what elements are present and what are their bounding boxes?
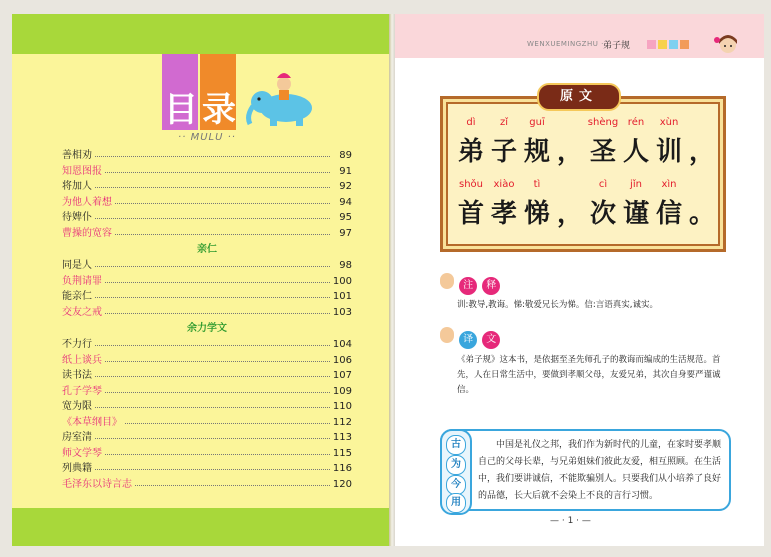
- toc-entry-title: 毛泽东以诗言志: [62, 477, 134, 493]
- toc-entry[interactable]: [62, 368, 352, 384]
- notes-badge-char-2: 释: [482, 277, 500, 295]
- toc-list: [62, 148, 352, 492]
- header-square-4: [680, 40, 689, 49]
- original-text-label: 原文: [537, 83, 621, 111]
- pinyin-syllable: shǒu: [458, 179, 483, 190]
- verse-character: 悌: [523, 199, 550, 229]
- verse-character: ，: [688, 137, 715, 167]
- toc-leader-dots: [62, 218, 330, 219]
- toc-entry-page: 89: [339, 150, 352, 161]
- pinyin-syllable: cì: [598, 179, 608, 190]
- pinyin-syllable: jǐn: [630, 179, 642, 190]
- verse-character: 谨: [622, 199, 649, 229]
- pinyin-syllable: xìn: [661, 179, 677, 190]
- top-green-band: [12, 14, 389, 54]
- toc-entry[interactable]: [62, 195, 352, 211]
- page-header: [395, 14, 764, 58]
- toc-entry-title: 将加人: [62, 179, 94, 195]
- toc-entry[interactable]: [62, 289, 352, 305]
- toc-entry-title: 负荆请罪: [62, 274, 104, 290]
- pinyin-syllable: rén: [627, 117, 645, 128]
- verse-character: 子: [490, 137, 517, 167]
- toc-entry[interactable]: [62, 399, 352, 415]
- boy-icon: [440, 327, 454, 343]
- toc-entry-page: 100: [332, 275, 352, 287]
- toc-entry-title: 知恩图报: [62, 164, 104, 180]
- toc-entry-page: 120: [332, 478, 352, 490]
- toc-entry-page: 103: [332, 306, 352, 318]
- header-pinyin: WENXUEMINGZHU ···: [527, 40, 610, 48]
- verse-character: ，: [556, 199, 583, 229]
- gujin-char-3: 今: [446, 475, 466, 495]
- toc-entry-title: 能亲仁: [62, 289, 94, 305]
- toc-entry-title: 不力行: [62, 337, 94, 353]
- header-square-2: [658, 40, 667, 49]
- notes-text: 训:教导,教诲。悌:敬爱兄长为悌。信:言语真实,诚实。: [457, 300, 658, 310]
- open-book: [12, 0, 764, 557]
- notes-badge: [440, 273, 500, 293]
- toc-heading: [162, 54, 242, 130]
- toc-entry-title: 为他人着想: [62, 195, 114, 211]
- verse-character: 。: [688, 199, 715, 229]
- toc-entry-page: 92: [339, 181, 352, 192]
- toc-entry[interactable]: [62, 148, 352, 164]
- modern-application-box: [440, 429, 731, 511]
- toc-entry[interactable]: [62, 461, 352, 477]
- verse-character: ，: [556, 137, 583, 167]
- toc-entry[interactable]: [62, 164, 352, 180]
- toc-entry-page: 98: [339, 260, 352, 271]
- toc-entry-title: 曹操的宽容: [62, 226, 114, 242]
- translation-badge: [440, 327, 500, 347]
- toc-entry[interactable]: [62, 179, 352, 195]
- toc-entry[interactable]: [62, 258, 352, 274]
- toc-entry[interactable]: [62, 337, 352, 353]
- pinyin-syllable: shèng: [587, 117, 619, 128]
- toc-entry[interactable]: [62, 477, 352, 493]
- modern-application-label-column: [440, 429, 472, 515]
- toc-entry-title: 宽为限: [62, 399, 94, 415]
- pinyin-syllable: dì: [466, 117, 476, 128]
- verse-character: 人: [622, 137, 649, 167]
- toc-entry-title: 《本草纲目》: [62, 415, 124, 431]
- toc-entry-page: 107: [332, 370, 352, 381]
- toc-leader-dots: [62, 297, 330, 298]
- pinyin-syllable: xùn: [659, 117, 679, 128]
- toc-leader-dots: [62, 376, 330, 377]
- toc-entry-title: 交友之戒: [62, 305, 104, 321]
- toc-entry-title: 读书法: [62, 368, 94, 384]
- toc-entry[interactable]: [62, 226, 352, 242]
- toc-leader-dots: [62, 407, 330, 408]
- translation-badge-char-1: 译: [459, 331, 477, 349]
- toc-entry-title: 待婢仆: [62, 210, 94, 226]
- toc-entry-page: 113: [332, 432, 352, 443]
- toc-entry-title: 列典籍: [62, 461, 94, 477]
- translation-badge-char-2: 文: [482, 331, 500, 349]
- toc-entry-page: 106: [332, 354, 352, 366]
- toc-entry[interactable]: [62, 353, 352, 369]
- toc-entry[interactable]: [62, 384, 352, 400]
- pinyin-syllable: xiào: [493, 179, 515, 190]
- elephant-illustration-icon: [244, 66, 324, 128]
- toc-leader-dots: [62, 156, 330, 157]
- toc-entry-page: 95: [339, 212, 352, 223]
- toc-entry-title: 善相劝: [62, 148, 94, 164]
- gujin-char-1: 古: [446, 435, 466, 455]
- toc-entry-page: 91: [339, 165, 352, 177]
- toc-entry[interactable]: [62, 430, 352, 446]
- toc-entry-page: 116: [332, 463, 352, 474]
- toc-entry[interactable]: [62, 274, 352, 290]
- title-char-1: 目: [164, 90, 198, 130]
- toc-entry[interactable]: [62, 210, 352, 226]
- bottom-green-band: [12, 508, 389, 546]
- boy-icon: [440, 273, 454, 289]
- header-square-1: [647, 40, 656, 49]
- toc-entry-page: 104: [332, 339, 352, 350]
- toc-entry-page: 109: [332, 385, 352, 397]
- verse-character: 训: [655, 137, 682, 167]
- toc-entry-title: 孔子学琴: [62, 384, 104, 400]
- toc-leader-dots: [62, 438, 330, 439]
- page-number: — · 1 · —: [550, 516, 591, 526]
- toc-leader-dots: [62, 187, 330, 188]
- toc-entry-page: 115: [332, 447, 352, 459]
- toc-leader-dots: [62, 266, 330, 267]
- verse-character: 次: [589, 199, 616, 229]
- toc-entry-title: 师文学琴: [62, 446, 104, 462]
- modern-application-text: 中国是礼仪之邦，我们作为新时代的儿童，在家时要孝顺自己的父母长辈，与兄弟姐妹们彼此友爱，相互照顾。在生活中，我们要讲诚信，不能欺骗别人。只要我们从小培养了良好的品德，长大后就不会染上不良的言行习惯。: [478, 440, 722, 501]
- toc-entry-page: 101: [332, 291, 352, 302]
- verse-character: 首: [457, 199, 484, 229]
- verse-character: 孝: [490, 199, 517, 229]
- toc-section-heading: 亲仁: [197, 244, 217, 255]
- verse-character: 弟: [457, 137, 484, 167]
- notes-badge-char-1: 注: [459, 277, 477, 295]
- title-char-2: 录: [202, 90, 236, 130]
- verse-character: 信: [655, 199, 682, 229]
- toc-leader-dots: [62, 345, 330, 346]
- right-page-content: [395, 14, 764, 546]
- toc-entry-page: 110: [332, 401, 352, 412]
- toc-entry-title: 纸上谈兵: [62, 353, 104, 369]
- gujin-char-4: 用: [446, 493, 466, 513]
- header-square-3: [669, 40, 678, 49]
- toc-entry-title: 房室清: [62, 430, 94, 446]
- toc-leader-dots: [62, 469, 330, 470]
- pinyin-syllable: tì: [533, 179, 541, 190]
- toc-entry-page: 97: [339, 227, 352, 239]
- verse-character: 规: [523, 137, 550, 167]
- toc-entry[interactable]: [62, 415, 352, 431]
- pinyin-syllable: zǐ: [499, 117, 509, 128]
- toc-subtitle: ·· MULU ··: [178, 132, 236, 143]
- toc-entry[interactable]: [62, 446, 352, 462]
- original-text-box: [440, 96, 726, 252]
- toc-entry-page: 112: [332, 416, 352, 428]
- translation-text: 《弟子规》这本书，是依据至圣先师孔子的教诲而编成的生活规范。首先，人在日常生活中，要做到孝顺父母，友爱兄弟，其次自身要严谨诚信。: [457, 355, 721, 395]
- header-book-title: 弟子规: [603, 41, 631, 51]
- girl-illustration-icon: [713, 32, 743, 58]
- pinyin-syllable: guī: [529, 117, 545, 128]
- verse-character: 圣: [589, 137, 616, 167]
- toc-entry[interactable]: [62, 305, 352, 321]
- toc-entry-page: 94: [339, 196, 352, 208]
- toc-section-heading: 余力学文: [187, 323, 227, 334]
- toc-entry-title: 同是人: [62, 258, 94, 274]
- gujin-char-2: 为: [446, 455, 466, 475]
- left-page-toc: [12, 14, 389, 546]
